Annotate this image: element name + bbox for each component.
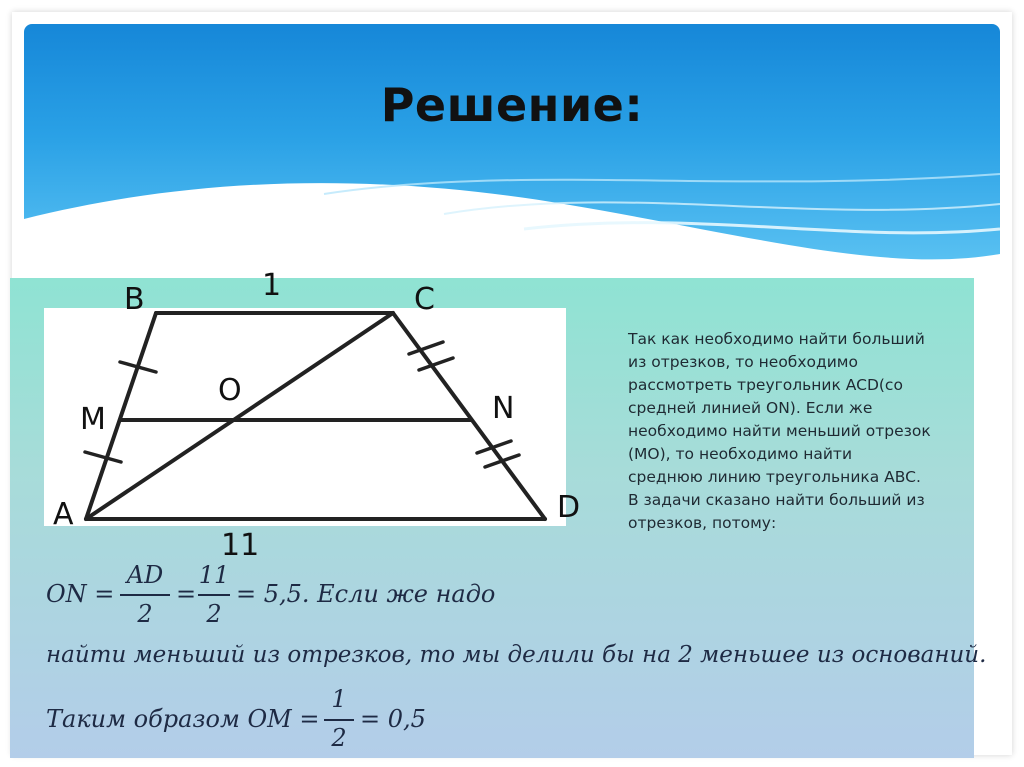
label-base-ad: 11 — [221, 528, 260, 563]
explanation-line: необходимо найти меньший отрезок — [628, 422, 931, 440]
tick-cd-lower-2 — [485, 455, 519, 467]
fraction-ad-denominator: 2 — [137, 600, 153, 628]
explanation-line: Так как необходимо найти больший — [628, 330, 925, 348]
label-point-a: A — [53, 497, 74, 532]
formula-equals: = — [176, 580, 197, 608]
explanation-line: (MO), то необходимо найти — [628, 445, 853, 463]
formula-on-lhs: ON = — [46, 580, 115, 608]
fraction-half-denominator: 2 — [331, 724, 347, 752]
formula-line-2: найти меньший из отрезков, то мы делили бы на 2 меньшее из оснований. — [46, 642, 987, 668]
label-point-b: B — [124, 282, 145, 317]
side-cd — [393, 313, 545, 519]
fraction-ad-numerator: AD — [126, 561, 164, 589]
slide-title: Решение: — [380, 78, 644, 132]
fraction-bar — [324, 719, 354, 721]
explanation-line: средней линией ON). Если же — [628, 399, 873, 417]
label-point-n: N — [492, 391, 515, 426]
diagonal-ac — [86, 313, 393, 519]
label-point-o: O — [218, 373, 242, 408]
label-point-m: M — [80, 402, 106, 437]
formula-om-result: = 0,5 — [360, 705, 426, 733]
fraction-bar — [198, 594, 230, 596]
fraction-11-denominator: 2 — [206, 600, 222, 628]
explanation-line: из отрезков, то необходимо — [628, 353, 858, 371]
label-base-bc: 1 — [262, 268, 282, 303]
fraction-11-numerator: 11 — [198, 561, 230, 589]
fraction-bar — [120, 594, 170, 596]
label-point-c: C — [414, 282, 435, 317]
fraction-half-numerator: 1 — [331, 685, 347, 713]
tick-ab-lower — [85, 452, 121, 462]
explanation-line: отрезков, потому: — [628, 514, 777, 532]
label-point-d: D — [557, 490, 581, 525]
formula-on-result: = 5,5. Если же надо — [236, 580, 496, 608]
explanation-text — [628, 328, 948, 535]
explanation-line: среднюю линию треугольника ABC. — [628, 468, 921, 486]
explanation-line: рассмотреть треугольник ACD(со — [628, 376, 903, 394]
explanation-line: В задачи сказано найти больший из — [628, 491, 925, 509]
formula-om-lhs: Таким образом OM = — [46, 705, 320, 733]
